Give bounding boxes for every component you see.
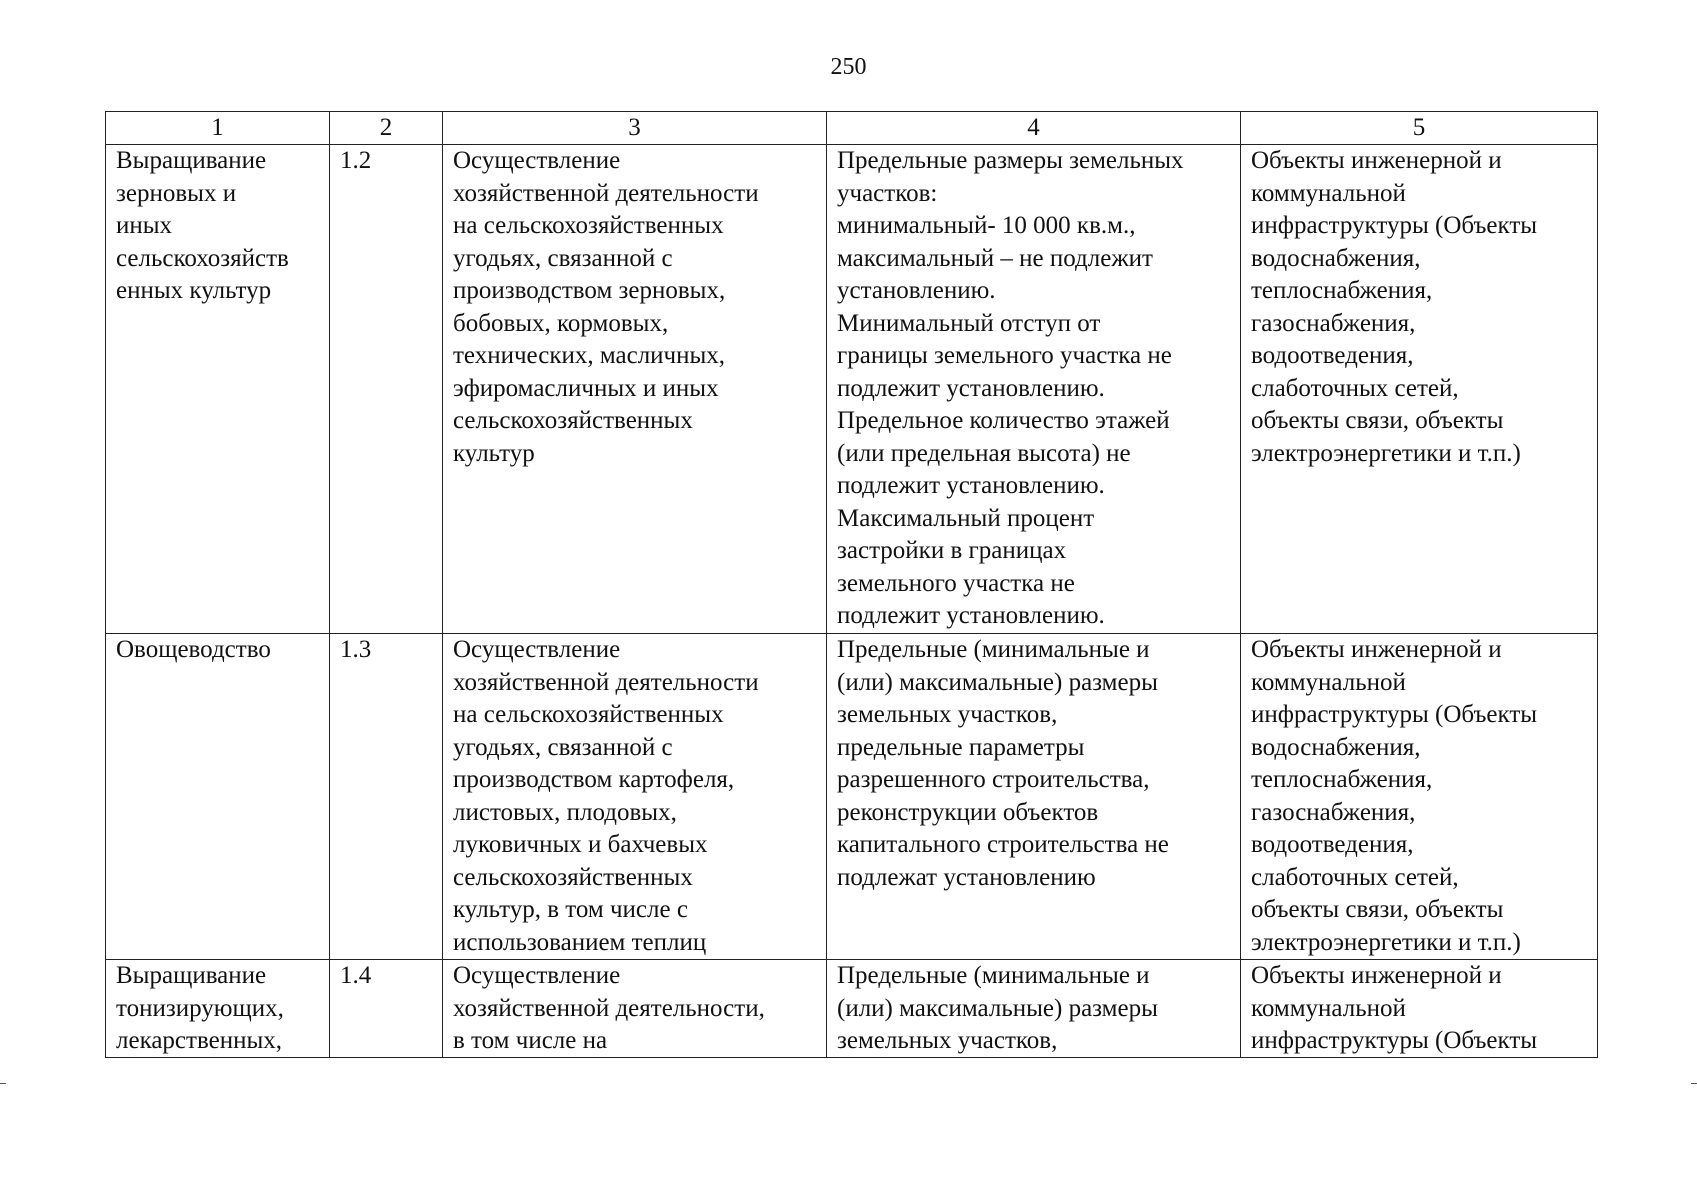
header-cell-1: 1: [106, 112, 330, 145]
land-use-table: [105, 111, 1598, 1058]
land-use-description-cell: Осуществление хозяйственной деятельности на сельскохозяйственных угодьях, связанной с производством картофеля, листовых, плодовых, луковичных и бахчевых сельскохозяйственных культур, в том числе с использованием теплиц: [443, 634, 827, 960]
land-use-parameters-text: Предельные (минимальные и (или) максимальные) размеры земельных участков,: [837, 962, 1158, 1054]
land-use-name-text: Выращивание тонизирующих, лекарственных,: [116, 962, 284, 1054]
table-row: [106, 145, 1598, 634]
land-use-objects-text: Объекты инженерной и коммунальной инфраструктуры (Объекты: [1251, 962, 1538, 1054]
table-row: [106, 634, 1598, 960]
header-cell-5: 5: [1241, 112, 1598, 145]
header-cell-4: 4: [827, 112, 1241, 145]
scan-edge-mark-left: [0, 1083, 6, 1084]
table-row: [106, 960, 1598, 1058]
land-use-code-cell: 1.2: [330, 145, 443, 634]
header-cell-2: 2: [330, 112, 443, 145]
land-use-objects-cell: Объекты инженерной и коммунальной инфраструктуры (Объекты водоснабжения, теплоснабжения, газоснабжения, водоотведения, слаботочных сетей, объекты связи, объекты электроэнергетики и т.п.): [1241, 145, 1598, 634]
land-use-objects-cell: [1241, 960, 1598, 1058]
land-use-code-cell: 1.3: [330, 634, 443, 960]
header-cell-3: 3: [443, 112, 827, 145]
land-use-name-cell: Выращивание зерновых и иных сельскохозяйств енных культур: [106, 145, 330, 634]
table-header-row: [106, 112, 1598, 145]
land-use-code-text: 1.4: [340, 962, 372, 989]
land-use-description-cell: [443, 960, 827, 1058]
page-number: 250: [830, 54, 867, 80]
land-use-parameters-cell: Предельные (минимальные и (или) максимальные) размеры земельных участков, предельные параметры разрешенного строительства, реконструкции объектов капитального строительства не подлежат установлению: [827, 634, 1241, 960]
land-use-code-cell: [330, 960, 443, 1058]
land-use-parameters-cell: [827, 960, 1241, 1058]
scan-edge-mark-right: [1691, 1083, 1697, 1084]
land-use-parameters-cell: Предельные размеры земельных участков: минимальный- 10 000 кв.м., максимальный – не подлежит установлению. Минимальный отступ от границы земельного участка не подлежит установлению. Предельное количество этажей (или предельная высота) не подлежит установлению. Максимальный процент застройки в границах земельного участка не подлежит установлению.: [827, 145, 1241, 634]
land-use-name-cell: Овощеводство: [106, 634, 330, 960]
land-use-name-cell: [106, 960, 330, 1058]
land-use-description-text: Осуществление хозяйственной деятельности, в том числе на: [453, 962, 765, 1054]
land-use-objects-cell: Объекты инженерной и коммунальной инфраструктуры (Объекты водоснабжения, теплоснабжения, газоснабжения, водоотведения, слаботочных сетей, объекты связи, объекты электроэнергетики и т.п.): [1241, 634, 1598, 960]
land-use-description-cell: Осуществление хозяйственной деятельности на сельскохозяйственных угодьях, связанной с производством зерновых, бобовых, кормовых, технических, масличных, эфиромасличных и иных сельскохозяйственных культур: [443, 145, 827, 634]
